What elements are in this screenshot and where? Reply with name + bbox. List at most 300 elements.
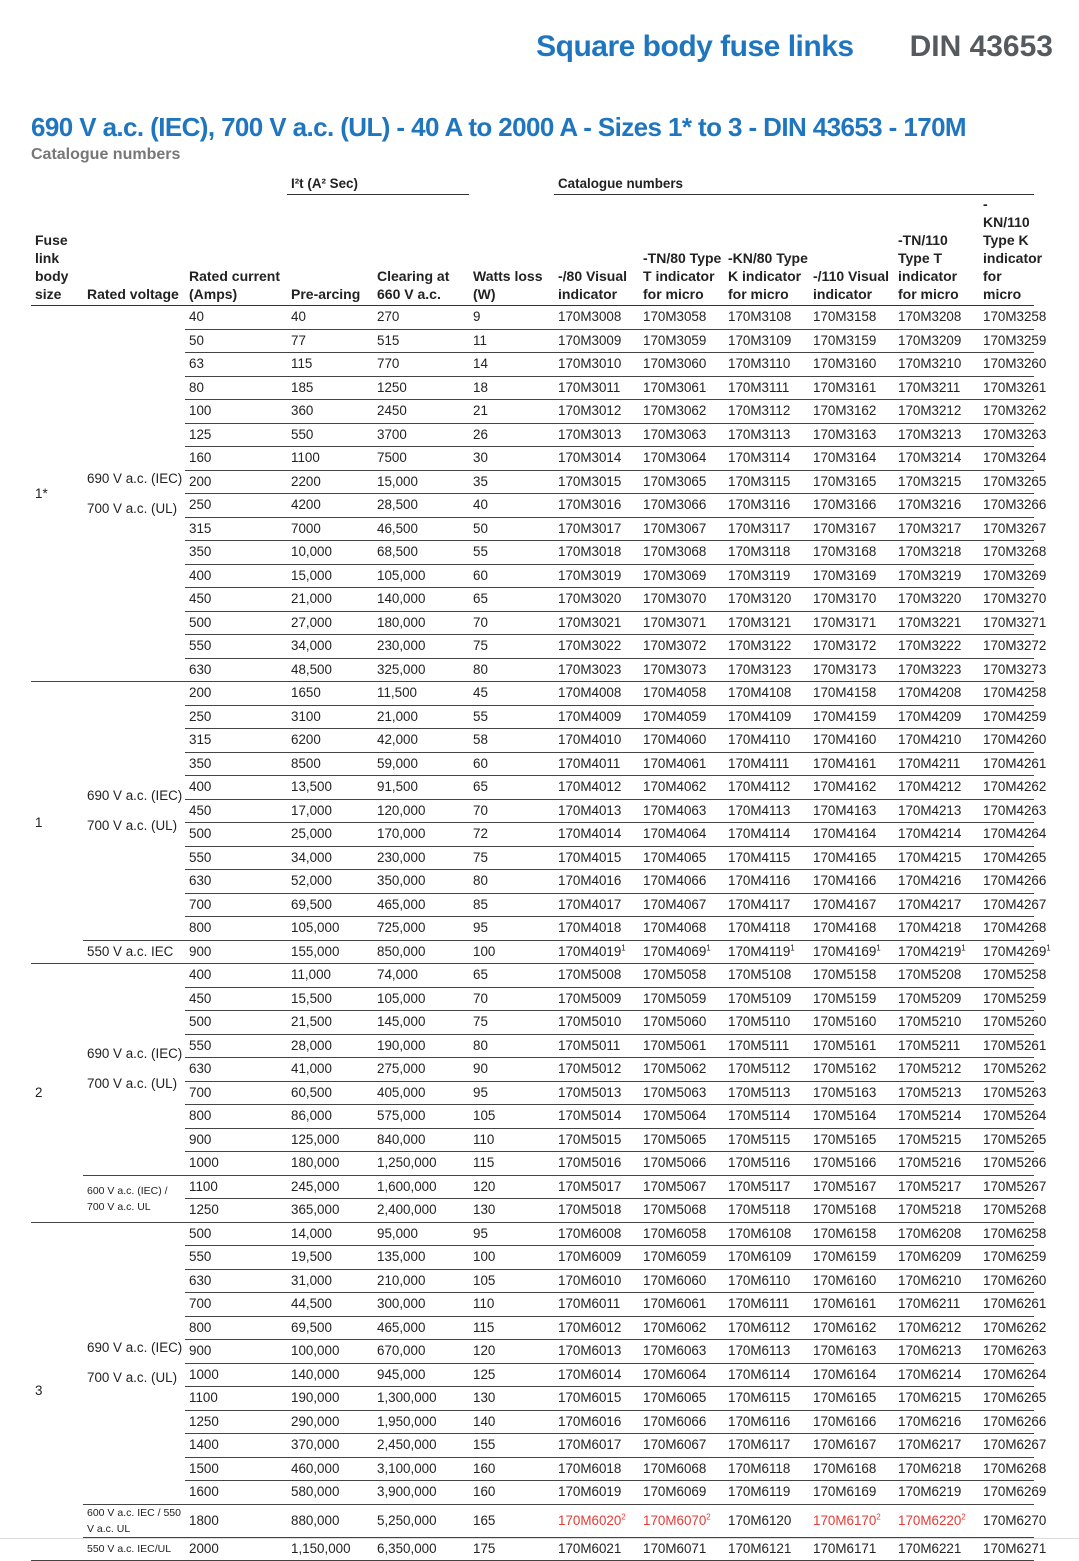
cell-cat-110: 170M5158 <box>809 964 894 988</box>
cell-cat-tn80: 170M5060 <box>639 1011 724 1035</box>
cell-pre-arcing: 48,500 <box>287 658 373 682</box>
cell-pre-arcing: 41,000 <box>287 1058 373 1082</box>
cell-cat-kn110: 170M3272 <box>979 635 1034 659</box>
cell-cat-kn80: 170M3119 <box>724 564 809 588</box>
cell-cat-110: 170M5163 <box>809 1081 894 1105</box>
cell-cat-tn110: 170M5211 <box>894 1034 979 1058</box>
cell-clearing: 42,000 <box>373 729 469 753</box>
cell-cat-tn110: 170M3216 <box>894 494 979 518</box>
cell-watts: 140 <box>469 1410 554 1434</box>
cell-cat-tn80: 170M4067 <box>639 893 724 917</box>
rated-voltage-ul: 700 V a.c. (UL) <box>87 1370 178 1385</box>
cell-current: 80 <box>185 376 287 400</box>
cell-cat-kn80: 170M6119 <box>724 1481 809 1505</box>
cell-watts: 100 <box>469 1246 554 1270</box>
cell-cat-80: 170M3015 <box>554 470 639 494</box>
cell-cat-80: 170M5016 <box>554 1152 639 1176</box>
cell-current: 550 <box>185 635 287 659</box>
cell-watts: 80 <box>469 658 554 682</box>
cell-cat-tn80: 170M5067 <box>639 1175 724 1199</box>
cell-cat-tn110: 170M3218 <box>894 541 979 565</box>
cell-cat-80: 170M3019 <box>554 564 639 588</box>
cell-cat-110: 170M6168 <box>809 1457 894 1481</box>
cell-cat-kn110: 170M6271 <box>979 1537 1034 1561</box>
cell-current: 250 <box>185 494 287 518</box>
cell-cat-kn110: 170M3262 <box>979 400 1034 424</box>
cell-cat-80: 170M5018 <box>554 1199 639 1223</box>
cell-pre-arcing: 13,500 <box>287 776 373 800</box>
cell-pre-arcing: 21,000 <box>287 588 373 612</box>
rated-voltage-iec: 600 V a.c. (IEC) / 700 V a.c. UL <box>87 1184 168 1213</box>
cell-watts: 155 <box>469 1434 554 1458</box>
cell-pre-arcing: 8500 <box>287 752 373 776</box>
cell-cat-tn110: 170M6219 <box>894 1481 979 1505</box>
body-size-cell: 1 <box>31 682 83 964</box>
cell-cat-kn110: 170M6261 <box>979 1293 1034 1317</box>
cell-pre-arcing: 10,000 <box>287 541 373 565</box>
cell-cat-kn110: 170M6258 <box>979 1222 1034 1246</box>
cell-watts: 70 <box>469 799 554 823</box>
cell-pre-arcing: 27,000 <box>287 611 373 635</box>
cell-cat-tn110: 170M3211 <box>894 376 979 400</box>
cell-cat-kn80: 170M3108 <box>724 306 809 330</box>
cell-pre-arcing: 370,000 <box>287 1434 373 1458</box>
cell-pre-arcing: 40 <box>287 306 373 330</box>
cell-cat-80: 170M4008 <box>554 682 639 706</box>
cell-cat-80: 170M3018 <box>554 541 639 565</box>
rated-voltage-iec: 600 V a.c. IEC / 550 V a.c. UL <box>87 1506 181 1535</box>
cell-cat-kn110: 170M4258 <box>979 682 1034 706</box>
cell-cat-tn80: 170M3064 <box>639 447 724 471</box>
cell-cat-tn80: 170M4064 <box>639 823 724 847</box>
cell-cat-80: 170M5014 <box>554 1105 639 1129</box>
cell-watts: 50 <box>469 517 554 541</box>
rated-voltage-iec: 690 V a.c. (IEC) <box>87 787 183 803</box>
cell-cat-tn80: 170M3062 <box>639 400 724 424</box>
cell-cat-tn110: 170M3222 <box>894 635 979 659</box>
page-header <box>536 30 1053 64</box>
cell-cat-kn110: 170M4265 <box>979 846 1034 870</box>
cell-clearing: 230,000 <box>373 635 469 659</box>
cell-cat-kn110: 170M3263 <box>979 423 1034 447</box>
cell-cat-110: 170M4158 <box>809 682 894 706</box>
cell-cat-80: 170M6018 <box>554 1457 639 1481</box>
cell-cat-80: 170M3009 <box>554 329 639 353</box>
cell-clearing: 325,000 <box>373 658 469 682</box>
cell-cat-tn80: 170M6068 <box>639 1457 724 1481</box>
cell-cat-80: 170M3017 <box>554 517 639 541</box>
cell-cat-kn110: 170M5263 <box>979 1081 1034 1105</box>
cell-cat-tn110: 170M3209 <box>894 329 979 353</box>
cell-cat-tn110: 170M4215 <box>894 846 979 870</box>
cell-clearing: 190,000 <box>373 1034 469 1058</box>
cell-cat-80: 170M4009 <box>554 705 639 729</box>
cell-pre-arcing: 69,500 <box>287 1316 373 1340</box>
cell-cat-kn80: 170M4112 <box>724 776 809 800</box>
rated-voltage-ul: 700 V a.c. (UL) <box>87 1076 178 1092</box>
cell-clearing: 840,000 <box>373 1128 469 1152</box>
cell-pre-arcing: 4200 <box>287 494 373 518</box>
footnote-mark: 2 <box>961 1512 966 1522</box>
cell-current: 1100 <box>185 1175 287 1199</box>
cell-pre-arcing: 7000 <box>287 517 373 541</box>
footnote-mark: 2 <box>621 1512 626 1522</box>
cell-cat-tn80: 170M6058 <box>639 1222 724 1246</box>
column-header-cat-80: -/80 Visual indicator <box>554 195 639 306</box>
cell-cat-kn110: 170M5264 <box>979 1105 1034 1129</box>
cell-clearing: 1,950,000 <box>373 1410 469 1434</box>
column-header-pre-arcing: Pre-arcing <box>287 195 373 306</box>
cell-cat-tn110: 170M6210 <box>894 1269 979 1293</box>
cell-cat-kn80: 170M4117 <box>724 893 809 917</box>
body-size-cell: 3 <box>31 1222 83 1561</box>
cell-pre-arcing: 360 <box>287 400 373 424</box>
column-header-clearing: Clearing at 660 V a.c. <box>373 195 469 306</box>
cell-clearing: 5,250,000 <box>373 1504 469 1537</box>
rated-voltage-cell <box>83 306 185 682</box>
cell-cat-tn110: 170M3208 <box>894 306 979 330</box>
cell-cat-kn110: 170M3273 <box>979 658 1034 682</box>
cell-cat-kn80: 170M5109 <box>724 987 809 1011</box>
cell-cat-tn110: 170M3221 <box>894 611 979 635</box>
cell-cat-110: 170M4163 <box>809 799 894 823</box>
cell-watts: 35 <box>469 470 554 494</box>
cell-cat-tn110: 170M6215 <box>894 1387 979 1411</box>
cell-cat-110: 170M3170 <box>809 588 894 612</box>
cell-watts: 110 <box>469 1293 554 1317</box>
cell-cat-110: 170M4168 <box>809 917 894 941</box>
cell-cat-80: 170M3020 <box>554 588 639 612</box>
cell-cat-kn110: 170M3259 <box>979 329 1034 353</box>
cell-cat-tn110: 170M5213 <box>894 1081 979 1105</box>
column-header-size: Fuse link body size <box>31 195 83 306</box>
cell-cat-tn110: 170M6221 <box>894 1537 979 1561</box>
cell-watts: 58 <box>469 729 554 753</box>
cell-cat-tn110: 170M6213 <box>894 1340 979 1364</box>
cell-cat-80: 170M5012 <box>554 1058 639 1082</box>
cell-cat-80: 170M5008 <box>554 964 639 988</box>
catalogue-group-header: Catalogue numbers <box>554 172 1034 195</box>
column-header-cat-tn110: -TN/110 Type T indicator for micro <box>894 195 979 306</box>
rated-voltage-iec: 550 V a.c. IEC <box>87 943 174 959</box>
cell-cat-kn80: 170M4109 <box>724 705 809 729</box>
cell-cat-80: 170M4014 <box>554 823 639 847</box>
cell-cat-kn80: 170M4113 <box>724 799 809 823</box>
cell-cat-kn80: 170M6116 <box>724 1410 809 1434</box>
cell-watts: 72 <box>469 823 554 847</box>
cell-watts: 75 <box>469 1011 554 1035</box>
cell-cat-kn80: 170M3112 <box>724 400 809 424</box>
cell-cat-kn110: 170M3270 <box>979 588 1034 612</box>
cell-clearing: 7500 <box>373 447 469 471</box>
cell-pre-arcing: 105,000 <box>287 917 373 941</box>
cell-cat-kn110: 170M3258 <box>979 306 1034 330</box>
cell-cat-110: 170M5167 <box>809 1175 894 1199</box>
cell-current: 630 <box>185 1058 287 1082</box>
header-title: Square body fuse links <box>536 30 854 63</box>
cell-clearing: 850,000 <box>373 940 469 964</box>
cell-cat-kn110: 170M3260 <box>979 353 1034 377</box>
cell-cat-110: 170M6170$^2$ <box>809 1504 894 1537</box>
cell-cat-kn80: 170M6108 <box>724 1222 809 1246</box>
cell-clearing: 11,500 <box>373 682 469 706</box>
cell-clearing: 170,000 <box>373 823 469 847</box>
cell-current: 630 <box>185 1269 287 1293</box>
cell-cat-tn110: 170M3212 <box>894 400 979 424</box>
cell-cat-tn80: 170M6059 <box>639 1246 724 1270</box>
cell-cat-tn110: 170M4213 <box>894 799 979 823</box>
cell-current: 350 <box>185 752 287 776</box>
cell-cat-kn110: 170M4268 <box>979 917 1034 941</box>
cell-cat-tn110: 170M6218 <box>894 1457 979 1481</box>
cell-current: 200 <box>185 682 287 706</box>
cell-clearing: 2,400,000 <box>373 1199 469 1223</box>
cell-cat-kn110: 170M3261 <box>979 376 1034 400</box>
cell-cat-tn80: 170M5062 <box>639 1058 724 1082</box>
cell-pre-arcing: 140,000 <box>287 1363 373 1387</box>
footnote-mark: 1 <box>961 943 966 953</box>
cell-watts: 130 <box>469 1199 554 1223</box>
cell-watts: 30 <box>469 447 554 471</box>
section-subtitle: Catalogue numbers <box>31 146 181 163</box>
cell-current: 900 <box>185 1340 287 1364</box>
cell-cat-tn80: 170M6066 <box>639 1410 724 1434</box>
cell-cat-tn80: 170M5058 <box>639 964 724 988</box>
cell-clearing: 1,250,000 <box>373 1152 469 1176</box>
cell-cat-tn110: 170M3215 <box>894 470 979 494</box>
cell-current: 63 <box>185 353 287 377</box>
cell-cat-tn110: 170M3214 <box>894 447 979 471</box>
cell-current: 200 <box>185 470 287 494</box>
cell-cat-110: 170M6164 <box>809 1363 894 1387</box>
cell-cat-110: 170M5166 <box>809 1152 894 1176</box>
rated-voltage-cell <box>83 940 185 964</box>
cell-current: 40 <box>185 306 287 330</box>
cell-cat-tn80: 170M3066 <box>639 494 724 518</box>
cell-cat-tn110: 170M3213 <box>894 423 979 447</box>
i2t-group-header: I²t (A² Sec) <box>287 172 469 195</box>
cell-current: 1800 <box>185 1504 287 1537</box>
cell-current: 700 <box>185 1081 287 1105</box>
table-row <box>31 964 1034 988</box>
cell-clearing: 28,500 <box>373 494 469 518</box>
cell-cat-tn110: 170M6212 <box>894 1316 979 1340</box>
cell-cat-tn80: 170M6062 <box>639 1316 724 1340</box>
cell-watts: 125 <box>469 1363 554 1387</box>
cell-cat-80: 170M3013 <box>554 423 639 447</box>
cell-cat-110: 170M6171 <box>809 1537 894 1561</box>
cell-cat-tn80: 170M4062 <box>639 776 724 800</box>
cell-cat-tn80: 170M6069 <box>639 1481 724 1505</box>
cell-clearing: 465,000 <box>373 1316 469 1340</box>
cell-cat-kn110: 170M5260 <box>979 1011 1034 1035</box>
cell-cat-kn80: 170M5118 <box>724 1199 809 1223</box>
cell-current: 500 <box>185 1011 287 1035</box>
cell-watts: 100 <box>469 940 554 964</box>
cell-clearing: 300,000 <box>373 1293 469 1317</box>
cell-cat-tn80: 170M6071 <box>639 1537 724 1561</box>
cell-clearing: 91,500 <box>373 776 469 800</box>
cell-cat-tn110: 170M6220$^2$ <box>894 1504 979 1537</box>
cell-cat-kn110: 170M5265 <box>979 1128 1034 1152</box>
cell-clearing: 140,000 <box>373 588 469 612</box>
cell-cat-kn80: 170M6114 <box>724 1363 809 1387</box>
cell-cat-80: 170M3021 <box>554 611 639 635</box>
cell-cat-tn80: 170M4063 <box>639 799 724 823</box>
cell-clearing: 3,100,000 <box>373 1457 469 1481</box>
cell-cat-kn110: 170M3268 <box>979 541 1034 565</box>
cell-current: 500 <box>185 611 287 635</box>
cell-cat-kn80: 170M6112 <box>724 1316 809 1340</box>
cell-cat-110: 170M3163 <box>809 423 894 447</box>
cell-cat-tn110: 170M5212 <box>894 1058 979 1082</box>
footnote-mark: 2 <box>706 1512 711 1522</box>
cell-pre-arcing: 100,000 <box>287 1340 373 1364</box>
cell-cat-tn110: 170M6214 <box>894 1363 979 1387</box>
cell-watts: 95 <box>469 1081 554 1105</box>
cell-watts: 60 <box>469 752 554 776</box>
cell-current: 160 <box>185 447 287 471</box>
cell-watts: 45 <box>469 682 554 706</box>
cell-cat-kn110: 170M6260 <box>979 1269 1034 1293</box>
cell-cat-tn80: 170M5068 <box>639 1199 724 1223</box>
cell-watts: 60 <box>469 564 554 588</box>
cell-current: 1100 <box>185 1387 287 1411</box>
cell-cat-kn110: 170M6270 <box>979 1504 1034 1537</box>
cell-current: 630 <box>185 870 287 894</box>
cell-watts: 160 <box>469 1481 554 1505</box>
cell-cat-80: 170M6017 <box>554 1434 639 1458</box>
cell-cat-80: 170M6008 <box>554 1222 639 1246</box>
cell-cat-tn110: 170M5209 <box>894 987 979 1011</box>
column-header-current: Rated current (Amps) <box>185 195 287 306</box>
cell-pre-arcing: 365,000 <box>287 1199 373 1223</box>
cell-cat-80: 170M6014 <box>554 1363 639 1387</box>
cell-current: 125 <box>185 423 287 447</box>
footnote-mark: 1 <box>706 943 711 953</box>
cell-clearing: 2,450,000 <box>373 1434 469 1458</box>
cell-cat-tn80: 170M3065 <box>639 470 724 494</box>
cell-clearing: 6,350,000 <box>373 1537 469 1561</box>
cell-cat-tn110: 170M6216 <box>894 1410 979 1434</box>
cell-pre-arcing: 69,500 <box>287 893 373 917</box>
cell-cat-tn110: 170M4218 <box>894 917 979 941</box>
cell-cat-110: 170M4164 <box>809 823 894 847</box>
cell-cat-110: 170M3161 <box>809 376 894 400</box>
cell-pre-arcing: 77 <box>287 329 373 353</box>
cell-current: 450 <box>185 588 287 612</box>
cell-cat-tn110: 170M3220 <box>894 588 979 612</box>
table-row <box>31 1222 1034 1246</box>
cell-cat-110: 170M3164 <box>809 447 894 471</box>
cell-pre-arcing: 60,500 <box>287 1081 373 1105</box>
body-size-cell: 2 <box>31 964 83 1223</box>
cell-cat-tn80: 170M5063 <box>639 1081 724 1105</box>
cell-cat-tn110: 170M4208 <box>894 682 979 706</box>
footnote-mark: 1 <box>876 943 881 953</box>
catalogue-table <box>31 172 1051 1561</box>
cell-pre-arcing: 460,000 <box>287 1457 373 1481</box>
cell-clearing: 945,000 <box>373 1363 469 1387</box>
cell-clearing: 1,600,000 <box>373 1175 469 1199</box>
cell-clearing: 145,000 <box>373 1011 469 1035</box>
table-row <box>31 306 1034 330</box>
cell-clearing: 275,000 <box>373 1058 469 1082</box>
cell-current: 250 <box>185 705 287 729</box>
cell-cat-kn110: 170M3269 <box>979 564 1034 588</box>
cell-watts: 175 <box>469 1537 554 1561</box>
cell-pre-arcing: 115 <box>287 353 373 377</box>
cell-cat-110: 170M6160 <box>809 1269 894 1293</box>
cell-watts: 18 <box>469 376 554 400</box>
cell-cat-kn80: 170M3120 <box>724 588 809 612</box>
cell-cat-110: 170M3159 <box>809 329 894 353</box>
cell-current: 550 <box>185 1246 287 1270</box>
cell-clearing: 3700 <box>373 423 469 447</box>
cell-pre-arcing: 190,000 <box>287 1387 373 1411</box>
cell-cat-tn80: 170M4059 <box>639 705 724 729</box>
cell-cat-kn80: 170M3115 <box>724 470 809 494</box>
cell-current: 100 <box>185 400 287 424</box>
rated-voltage-ul: 700 V a.c. (UL) <box>87 500 178 516</box>
cell-cat-tn110: 170M4209 <box>894 705 979 729</box>
table-row <box>31 1504 1034 1537</box>
cell-cat-tn110: 170M3223 <box>894 658 979 682</box>
cell-current: 450 <box>185 987 287 1011</box>
cell-cat-kn80: 170M5110 <box>724 1011 809 1035</box>
cell-current: 900 <box>185 1128 287 1152</box>
cell-current: 700 <box>185 1293 287 1317</box>
cell-watts: 21 <box>469 400 554 424</box>
cell-current: 315 <box>185 729 287 753</box>
cell-cat-80: 170M3011 <box>554 376 639 400</box>
cell-cat-kn110: 170M4269$^1$ <box>979 940 1034 964</box>
cell-cat-kn80: 170M5114 <box>724 1105 809 1129</box>
cell-cat-kn110: 170M5259 <box>979 987 1034 1011</box>
cell-cat-80: 170M6009 <box>554 1246 639 1270</box>
cell-clearing: 2450 <box>373 400 469 424</box>
cell-cat-110: 170M3173 <box>809 658 894 682</box>
cell-cat-tn80: 170M6061 <box>639 1293 724 1317</box>
cell-watts: 160 <box>469 1457 554 1481</box>
cell-pre-arcing: 14,000 <box>287 1222 373 1246</box>
cell-clearing: 59,000 <box>373 752 469 776</box>
cell-cat-kn110: 170M3271 <box>979 611 1034 635</box>
cell-watts: 80 <box>469 870 554 894</box>
cell-watts: 105 <box>469 1269 554 1293</box>
cell-cat-tn80: 170M6063 <box>639 1340 724 1364</box>
cell-pre-arcing: 880,000 <box>287 1504 373 1537</box>
cell-cat-kn80: 170M3113 <box>724 423 809 447</box>
cell-cat-80: 170M6012 <box>554 1316 639 1340</box>
cell-cat-tn80: 170M5061 <box>639 1034 724 1058</box>
cell-pre-arcing: 86,000 <box>287 1105 373 1129</box>
cell-clearing: 670,000 <box>373 1340 469 1364</box>
cell-cat-80: 170M3012 <box>554 400 639 424</box>
cell-watts: 40 <box>469 494 554 518</box>
rated-voltage-cell <box>83 1504 185 1537</box>
cell-cat-110: 170M6159 <box>809 1246 894 1270</box>
cell-cat-kn110: 170M3266 <box>979 494 1034 518</box>
footnote-mark: 1 <box>621 943 626 953</box>
cell-cat-kn110: 170M4260 <box>979 729 1034 753</box>
cell-cat-80: 170M4016 <box>554 870 639 894</box>
cell-pre-arcing: 21,500 <box>287 1011 373 1035</box>
cell-cat-110: 170M3158 <box>809 306 894 330</box>
cell-watts: 90 <box>469 1058 554 1082</box>
cell-cat-kn80: 170M5115 <box>724 1128 809 1152</box>
cell-clearing: 210,000 <box>373 1269 469 1293</box>
